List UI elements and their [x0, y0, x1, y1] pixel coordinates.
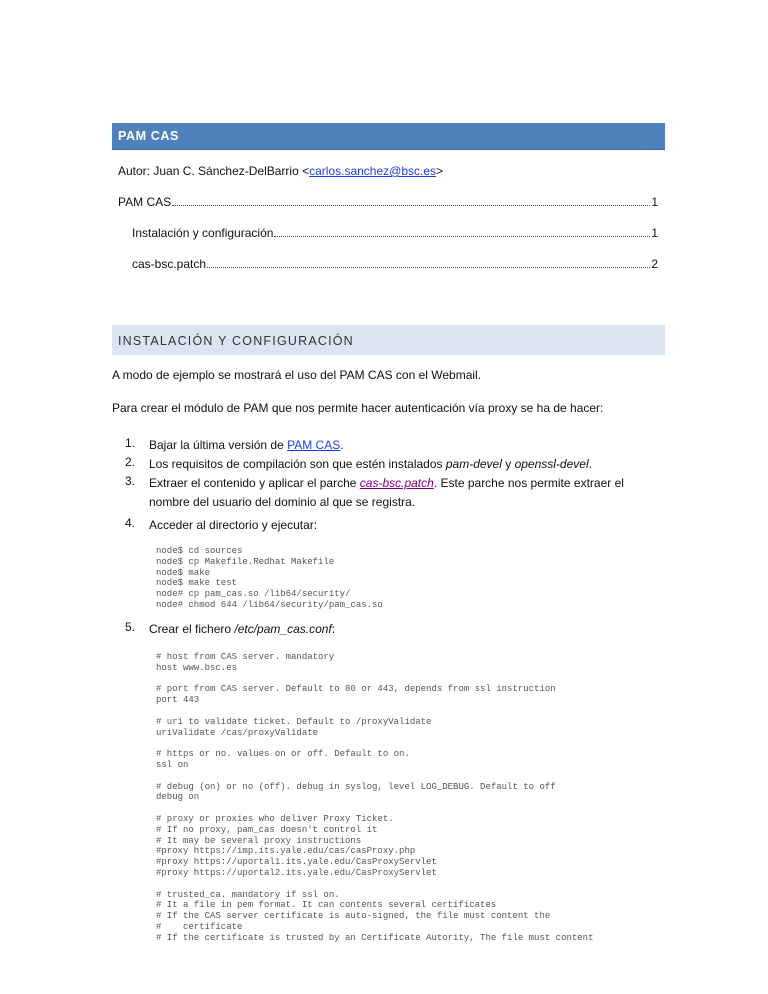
code-block-build: node$ cd sources node$ cp Makefile.Redhat Makefile node$ make node$ make test node# cp pam_cas.so /lib64/security/ node# chmod 644 /lib64/security/pam_cas.so: [156, 546, 383, 610]
step-text: Acceder al directorio y ejecutar:: [149, 518, 318, 532]
toc-leader: [172, 205, 650, 206]
pam-cas-link[interactable]: PAM CAS: [287, 438, 341, 452]
author-close: >: [436, 164, 444, 178]
step-text: Bajar la última versión de: [149, 438, 288, 452]
file-path: /etc/pam_cas.conf: [234, 622, 332, 636]
author-line: [118, 164, 443, 178]
toc-entry-pam-cas[interactable]: [118, 195, 658, 209]
heading-pam-cas: PAM CAS: [112, 123, 665, 150]
paragraph-intro: A modo de ejemplo se mostrará el uso del PAM CAS con el Webmail.: [112, 368, 482, 382]
step-text: .: [588, 457, 592, 471]
step-number: 5.: [125, 620, 136, 634]
step-text: .: [340, 438, 344, 452]
step-text: Extraer el contenido y aplicar el parche: [149, 476, 360, 490]
step-text: Los requisitos de compilación son que estén instalados: [149, 457, 446, 471]
paragraph-steps-intro: Para crear el módulo de PAM que nos permite hacer autenticación vía proxy se ha de hacer:: [112, 401, 604, 415]
toc-entry-cas-bsc-patch[interactable]: [132, 257, 658, 271]
step-text: :: [331, 622, 336, 636]
toc-entry-instalacion[interactable]: [132, 226, 658, 240]
toc-page: 2: [651, 257, 658, 271]
step-number: 1.: [125, 436, 136, 450]
cas-bsc-patch-link[interactable]: cas-bsc.patch: [359, 476, 434, 490]
code-block-config: # host from CAS server. mandatory host www.bsc.es # port from CAS server. Default to 80 or 443, depends from ssl instruction port 443 # uri to validate ticket. Default to /proxyValidate uriValidate /cas/proxyValidate # https or no. values on or off. Default to on. ssl on # debug (on) or no (off). debug in syslog, level LOG_DEBUG. Default to off debug on # proxy or proxies who deliver Proxy Ticket. # If no proxy, pam_cas doesn't control it # It may be several proxy instructions #proxy https://imp.its.yale.edu/cas/casProxy.php #proxy https://uportal1.its.yale.edu/CasProxyServlet #proxy https://uportal2.its.yale.edu/CasProxyServlet # trusted_ca. mandatory if ssl on. # It a file in pem format. It can contents several certificates # If the CAS server certificate is auto-signed, the file must content the # certificate # If the certificate is trusted by an Certificate Autority, The file must content: [156, 652, 594, 943]
package-name: openssl-devel: [514, 457, 589, 471]
toc-title: Instalación y configuración: [132, 226, 274, 240]
toc-page: 1: [651, 195, 658, 209]
step-number: 4.: [125, 516, 136, 530]
step-text: . Este parche nos permite extraer el nombre del usuario del dominio al que se registra.: [149, 476, 624, 509]
toc-title: cas-bsc.patch: [132, 257, 207, 271]
step-number: 3.: [125, 474, 136, 488]
toc-leader: [207, 267, 650, 268]
heading-instalacion: INSTALACIÓN Y CONFIGURACIÓN: [112, 325, 665, 355]
toc-page: 1: [651, 226, 658, 240]
step-text: Crear el fichero: [149, 622, 235, 636]
step-number: 2.: [125, 455, 136, 469]
toc-leader: [274, 236, 650, 237]
package-name: pam-devel: [445, 457, 502, 471]
author-email-link[interactable]: carlos.sanchez@bsc.es: [309, 164, 436, 178]
step-text: y: [501, 457, 515, 471]
toc-title: PAM CAS: [118, 195, 172, 209]
author-label: Autor: Juan C. Sánchez-DelBarrio <: [118, 164, 310, 178]
